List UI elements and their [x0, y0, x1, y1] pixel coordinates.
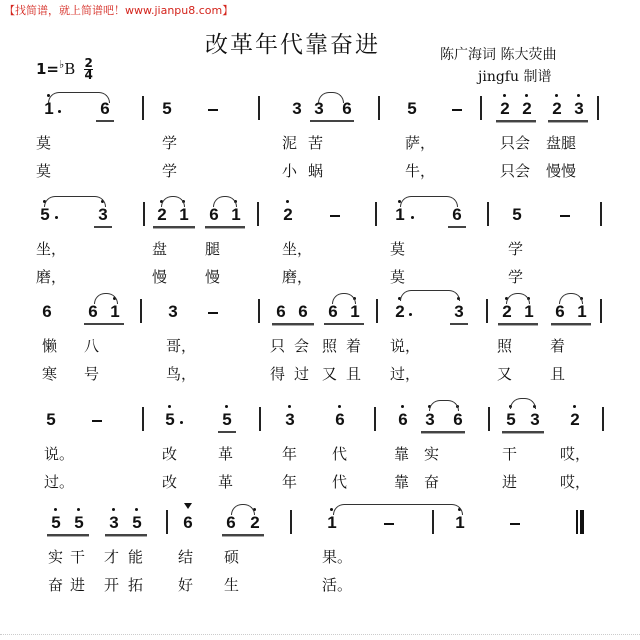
- lyric-verse-2: 牛，: [405, 162, 436, 180]
- bar-line: [166, 510, 168, 534]
- note: 6: [181, 514, 195, 532]
- slur-tie: [506, 293, 530, 304]
- note: 1: [177, 206, 191, 224]
- note: 5: [49, 514, 63, 532]
- lyric-verse-1: 坐，: [282, 240, 313, 258]
- note: 5: [38, 206, 52, 224]
- bar-line: [259, 407, 261, 431]
- note: 2: [550, 100, 564, 118]
- note: 3: [96, 206, 110, 224]
- slur-tie: [213, 196, 237, 207]
- eighth-underline-shadow: [205, 228, 245, 229]
- lyric-verse-2: 慢: [152, 268, 168, 286]
- augmentation-dot-icon: [58, 110, 61, 113]
- note: 2: [393, 303, 407, 321]
- note: 1: [108, 303, 122, 321]
- eighth-underline: [94, 226, 112, 228]
- slur-tie: [400, 196, 458, 207]
- note: 1: [575, 303, 589, 321]
- note: 1: [522, 303, 536, 321]
- bar-line: [142, 407, 144, 431]
- note: 3: [528, 411, 542, 429]
- bar-line: [600, 299, 602, 323]
- sustain-dash: [208, 312, 218, 314]
- lyric-verse-1: 实: [48, 548, 64, 566]
- lyric-verse-2: 好: [178, 576, 194, 594]
- high-octave-dot-icon: [112, 508, 115, 511]
- slur-tie: [332, 293, 356, 304]
- sustain-dash: [510, 523, 520, 525]
- high-octave-dot-icon: [401, 405, 404, 408]
- bar-line: [258, 96, 260, 120]
- lyric-verse-2: 靠: [394, 473, 410, 491]
- lyric-verse-2: 得: [270, 365, 286, 383]
- slur-tie: [231, 504, 255, 515]
- high-octave-dot-icon: [225, 405, 228, 408]
- lyric-verse-1: 只: [270, 337, 286, 355]
- high-octave-dot-icon: [168, 405, 171, 408]
- lyric-verse-2: 过: [294, 365, 310, 383]
- lyric-verse-2: 革: [218, 473, 234, 491]
- lyric-verse-2: 又: [497, 365, 513, 383]
- eighth-underline-shadow: [153, 228, 195, 229]
- high-octave-dot-icon: [577, 94, 580, 97]
- song-title: 改革年代靠奋进: [205, 32, 380, 58]
- lyric-verse-1: 靠: [394, 445, 410, 463]
- bar-line: [602, 407, 604, 431]
- lyric-verse-2: 蜗: [308, 162, 324, 180]
- eighth-underline-shadow: [548, 122, 588, 123]
- lyric-verse-1: 学: [508, 240, 524, 258]
- high-octave-dot-icon: [77, 508, 80, 511]
- site-banner[interactable]: 【找简谱，就上简谱吧！www.jianpu8.com】: [4, 4, 234, 17]
- note: 3: [423, 411, 437, 429]
- sustain-dash: [330, 215, 340, 217]
- high-octave-dot-icon: [338, 405, 341, 408]
- note: 2: [281, 206, 295, 224]
- lyric-verse-1: 革: [218, 445, 234, 463]
- lyric-verse-2: 哎，: [560, 473, 591, 491]
- lyric-verse-1: 哥，: [166, 337, 197, 355]
- note: 2: [520, 100, 534, 118]
- bar-line: [480, 96, 482, 120]
- note: 2: [568, 411, 582, 429]
- note: 2: [500, 303, 514, 321]
- high-octave-dot-icon: [54, 508, 57, 511]
- lyric-verse-1: 结: [178, 548, 194, 566]
- lyric-verse-2: 且: [346, 365, 362, 383]
- eighth-underline-shadow: [421, 433, 465, 434]
- lyric-verse-1: 八: [84, 337, 100, 355]
- note: 6: [42, 302, 52, 321]
- note: 3: [292, 99, 302, 118]
- lyric-verse-2: 过。: [44, 473, 75, 491]
- note: 6: [396, 411, 410, 429]
- lyric-verse-2: 开: [104, 576, 120, 594]
- bar-line: [486, 299, 488, 323]
- lyric-verse-1: 着: [346, 337, 362, 355]
- note: 1: [348, 303, 362, 321]
- note: 6: [209, 205, 219, 224]
- high-octave-dot-icon: [286, 200, 289, 203]
- high-octave-dot-icon: [330, 508, 333, 511]
- lyric-verse-1: 干: [70, 548, 86, 566]
- note: 5: [72, 514, 86, 532]
- lyric-verse-1: 照: [497, 337, 513, 355]
- bar-line: [258, 299, 260, 323]
- lyric-verse-2: 进: [70, 576, 86, 594]
- lyric-verse-2: 学: [508, 268, 524, 286]
- time-signature: [84, 58, 92, 81]
- note: 3: [283, 411, 297, 429]
- lyric-verse-2: 过，: [390, 365, 421, 383]
- lyric-verse-2: 奋: [48, 576, 64, 594]
- lyric-verse-2: 代: [332, 473, 348, 491]
- eighth-underline: [84, 323, 124, 325]
- lyric-verse-2: 莫: [36, 162, 52, 180]
- song-credits: 陈广海词 陈大荧曲: [440, 47, 557, 63]
- eighth-underline: [450, 323, 468, 325]
- bar-line: [600, 202, 602, 226]
- augmentation-dot-icon: [55, 216, 58, 219]
- eighth-underline: [448, 226, 466, 228]
- note: 3: [452, 303, 466, 321]
- note: 6: [328, 302, 338, 321]
- sustain-dash: [208, 109, 218, 111]
- lyric-verse-1: 莫: [36, 134, 52, 152]
- lyric-verse-2: 莫: [390, 268, 406, 286]
- note: 6: [100, 99, 110, 118]
- lyric-verse-2: 磨，: [36, 268, 67, 286]
- accent-mark-icon: [184, 503, 192, 509]
- lyric-verse-1: 代: [332, 445, 348, 463]
- high-octave-dot-icon: [288, 405, 291, 408]
- note: 5: [220, 411, 234, 429]
- bar-line: [257, 202, 259, 226]
- high-octave-dot-icon: [555, 94, 558, 97]
- note: 6: [226, 513, 236, 532]
- lyric-verse-1: 学: [162, 134, 178, 152]
- time-denominator: 4: [84, 68, 93, 82]
- note: 2: [248, 514, 262, 532]
- sustain-dash: [384, 523, 394, 525]
- lyric-verse-1: 苦: [308, 134, 324, 152]
- slur-tie: [318, 92, 344, 103]
- lyric-verse-2: 寒: [42, 365, 58, 383]
- bar-line: [487, 202, 489, 226]
- note: 5: [512, 205, 522, 224]
- note: 5: [163, 411, 177, 429]
- note: 6: [298, 302, 308, 321]
- note: 1: [42, 100, 56, 118]
- slur-tie: [333, 504, 463, 515]
- flat-sign-icon: ♭: [59, 58, 65, 71]
- augmentation-dot-icon: [409, 313, 412, 316]
- eighth-underline: [310, 120, 354, 122]
- slur-tie: [44, 196, 106, 207]
- note: 5: [130, 514, 144, 532]
- bar-line: [140, 299, 142, 323]
- note: 3: [107, 514, 121, 532]
- eighth-underline-shadow: [47, 536, 89, 537]
- lyric-verse-2: 拓: [128, 576, 144, 594]
- final-bar-line: [580, 510, 584, 534]
- note: 6: [333, 411, 347, 429]
- lyric-verse-1: 干: [502, 445, 518, 463]
- bar-line: [142, 96, 144, 120]
- augmentation-dot-icon: [411, 216, 414, 219]
- lyric-verse-1: 盘: [152, 240, 168, 258]
- eighth-underline: [96, 120, 114, 122]
- note: 3: [168, 302, 178, 321]
- note: 6: [452, 205, 462, 224]
- note: 1: [229, 206, 243, 224]
- page-border: [0, 634, 640, 635]
- note: 5: [162, 99, 172, 118]
- bar-line: [375, 202, 377, 226]
- eighth-underline-shadow: [551, 325, 591, 326]
- high-octave-dot-icon: [135, 508, 138, 511]
- lyric-verse-1: 果。: [322, 548, 353, 566]
- lyric-verse-1: 才: [104, 548, 120, 566]
- lyric-verse-1: 改: [162, 445, 178, 463]
- slur-tie: [400, 290, 460, 301]
- bar-line: [378, 96, 380, 120]
- lyric-verse-1: 坐，: [36, 240, 67, 258]
- note: 1: [325, 514, 339, 532]
- note: 6: [276, 302, 286, 321]
- lyric-verse-2: 只会: [500, 162, 531, 180]
- final-bar-line: [576, 510, 578, 534]
- slur-tie: [48, 92, 110, 103]
- arranger-credit: jingfu 制谱: [478, 69, 552, 85]
- lyric-verse-2: 年: [282, 473, 298, 491]
- note: 3: [314, 99, 324, 118]
- eighth-underline-shadow: [496, 122, 536, 123]
- lyric-verse-2: 改: [162, 473, 178, 491]
- sustain-dash: [452, 109, 462, 111]
- lyric-verse-1: 实: [424, 445, 440, 463]
- lyric-verse-1: 会: [294, 337, 310, 355]
- note: 5: [504, 411, 518, 429]
- lyric-verse-2: 小: [282, 162, 298, 180]
- sustain-dash: [92, 420, 102, 422]
- lyric-verse-1: 照: [322, 337, 338, 355]
- lyric-verse-2: 生: [224, 576, 240, 594]
- key-note: B: [64, 60, 76, 78]
- lyric-verse-2: 号: [84, 365, 100, 383]
- lyric-verse-1: 哎，: [560, 445, 591, 463]
- lyric-verse-2: 进: [502, 473, 518, 491]
- note: 6: [555, 302, 565, 321]
- lyric-verse-1: 年: [282, 445, 298, 463]
- lyric-verse-1: 腿: [205, 240, 221, 258]
- lyric-verse-2: 慢: [205, 268, 221, 286]
- lyric-verse-1: 盘腿: [546, 134, 577, 152]
- high-octave-dot-icon: [503, 94, 506, 97]
- lyric-verse-1: 硕: [224, 548, 240, 566]
- lyric-verse-1: 只会: [500, 134, 531, 152]
- eighth-underline: [324, 323, 364, 325]
- note: 6: [451, 411, 465, 429]
- slur-tie: [94, 293, 118, 304]
- eighth-underline-shadow: [222, 536, 264, 537]
- slur-tie: [559, 293, 583, 304]
- bar-line: [143, 202, 145, 226]
- lyric-verse-1: 莫: [390, 240, 406, 258]
- slur-tie: [429, 400, 459, 411]
- sustain-dash: [560, 215, 570, 217]
- augmentation-dot-icon: [180, 421, 183, 424]
- lyric-verse-1: 泥: [282, 134, 298, 152]
- lyric-verse-1: 懒: [42, 337, 58, 355]
- note: 2: [155, 206, 169, 224]
- note: 5: [407, 99, 417, 118]
- lyric-verse-2: 且: [550, 365, 566, 383]
- note: 3: [572, 100, 586, 118]
- eighth-underline-shadow: [272, 325, 314, 326]
- note: 1: [453, 514, 467, 532]
- note: 6: [342, 99, 352, 118]
- eighth-underline-shadow: [105, 536, 147, 537]
- time-numerator: 2: [84, 56, 93, 70]
- key-prefix: 1=: [36, 60, 60, 78]
- eighth-underline: [218, 431, 236, 433]
- lyric-verse-1: 能: [128, 548, 144, 566]
- bar-line: [290, 510, 292, 534]
- key-signature: [36, 58, 93, 81]
- lyric-verse-2: 鸟，: [166, 365, 197, 383]
- lyric-verse-2: 又: [322, 365, 338, 383]
- note: 6: [88, 302, 98, 321]
- lyric-verse-2: 学: [162, 162, 178, 180]
- lyric-verse-2: 慢慢: [546, 162, 577, 180]
- high-octave-dot-icon: [573, 405, 576, 408]
- lyric-verse-1: 着: [550, 337, 566, 355]
- note: 5: [46, 410, 56, 429]
- slur-tie: [161, 196, 185, 207]
- high-octave-dot-icon: [525, 94, 528, 97]
- lyric-verse-1: 说，: [390, 337, 421, 355]
- lyric-verse-2: 活。: [322, 576, 353, 594]
- lyric-verse-2: 奋: [424, 473, 440, 491]
- lyric-verse-1: 说。: [44, 445, 75, 463]
- bar-line: [597, 96, 599, 120]
- bar-line: [374, 407, 376, 431]
- note: 1: [393, 206, 407, 224]
- note: 2: [498, 100, 512, 118]
- eighth-underline-shadow: [498, 325, 538, 326]
- bar-line: [376, 299, 378, 323]
- bar-line: [488, 407, 490, 431]
- slur-tie: [510, 398, 536, 409]
- lyric-verse-2: 磨，: [282, 268, 313, 286]
- eighth-underline-shadow: [502, 433, 544, 434]
- lyric-verse-1: 萨，: [405, 134, 436, 152]
